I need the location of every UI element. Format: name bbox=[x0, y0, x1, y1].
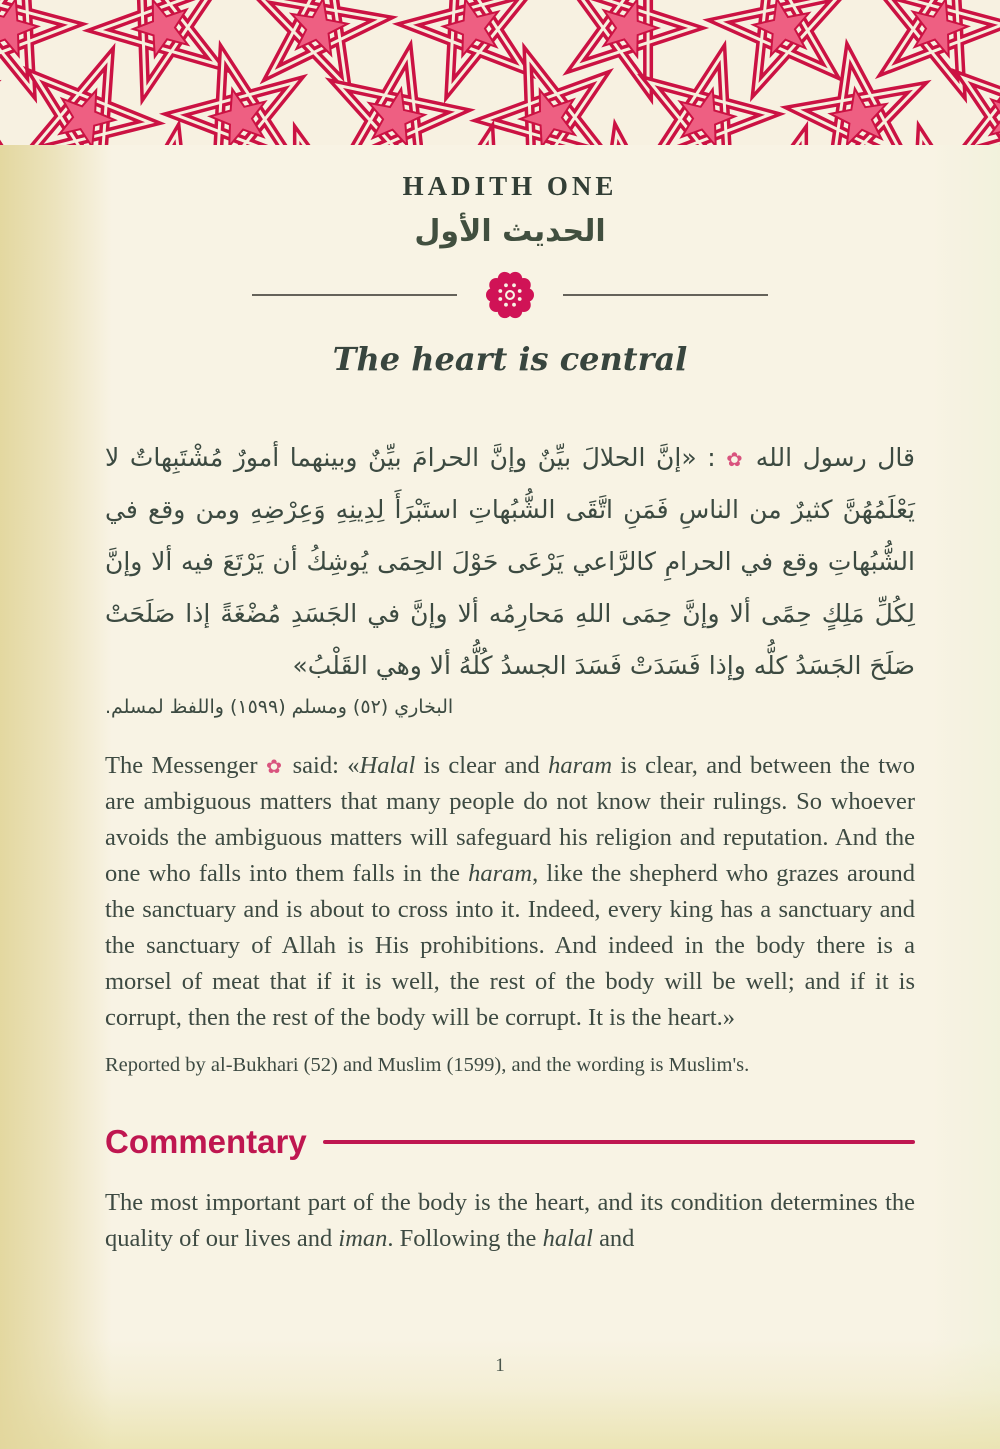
saws-icon: ✿ bbox=[723, 447, 746, 471]
commentary-heading: Commentary bbox=[105, 1122, 307, 1160]
divider-line-right bbox=[563, 294, 768, 296]
saws-icon: ✿ bbox=[265, 754, 285, 778]
hadith-number-heading: HADITH ONE bbox=[402, 171, 618, 201]
hadith-arabic-source: البخاري (٥٢) ومسلم (١٥٩٩) واللفظ لمسلم. bbox=[105, 695, 454, 718]
hadith-number-heading-arabic: الحديث الأول bbox=[414, 214, 606, 249]
ornamental-divider bbox=[105, 266, 915, 324]
page-number: 1 bbox=[495, 1355, 505, 1376]
commentary-heading-rule bbox=[323, 1140, 915, 1144]
chapter-theme-title: The heart is central bbox=[332, 339, 688, 378]
divider-line-left bbox=[252, 294, 457, 296]
commentary-heading-row bbox=[105, 1123, 915, 1161]
commentary-text: The most important part of the body is the heart, and its condition determines the quality of our lives and iman. Following the halal and bbox=[105, 1188, 915, 1252]
hadith-translation-text: The Messenger ✿ said: «Halal is clear and haram is clear, and between the two are ambiguous matters that many people do not know their rulings. So whoever avoids the ambiguous matters will safeguard his religion and reputation. And the one who falls into them falls in the haram, like the shepherd who grazes around the sanctuary and is about to cross into it. Indeed, every king has a sanctuary and the sanctuary of Allah is His prohibitions. And indeed in the body there is a morsel of meat that if it is well, the rest of the body will be well; and if it is corrupt, then the rest of the body will be corrupt. It is the heart.» bbox=[105, 751, 916, 1031]
hadith-source-line: Reported by al-Bukhari (52) and Muslim (1599), and the wording is Muslim's. bbox=[105, 1053, 750, 1076]
rosette-ornament-icon bbox=[482, 267, 538, 323]
hadith-arabic-text: قال رسول الله ✿ : «إنَّ الحلالَ بيِّنٌ وإنَّ الحرامَ بيِّنٌ وبينهما أمورٌ مُشْتَبِهاتٌ لا يَعْلَمُهُنَّ كثيرٌ من الناسِ فَمَنِ اتَّقَى الشُّبُهاتِ استَبْرَأَ لِدِينِهِ وَعِرْضِهِ ومن وقع في الشُّبُهاتِ وقع في الحرامِ كالرَّاعي يَرْعَى حَوْلَ الحِمَى يُوشِكُ أن يَرْتَعَ فيه ألا وإنَّ لِكُلِّ مَلِكٍ حِمًى ألا وإنَّ حِمَى اللهِ مَحارِمُه ألا وإنَّ في الجَسَدِ مُضْغَةً إذا صَلَحَتْ صَلَحَ الجَسَدُ كلُّه وإذا فَسَدَتْ فَسَدَ الجسدُ كُلُّهُ ألا وهي القَلْبُ» bbox=[105, 442, 915, 680]
